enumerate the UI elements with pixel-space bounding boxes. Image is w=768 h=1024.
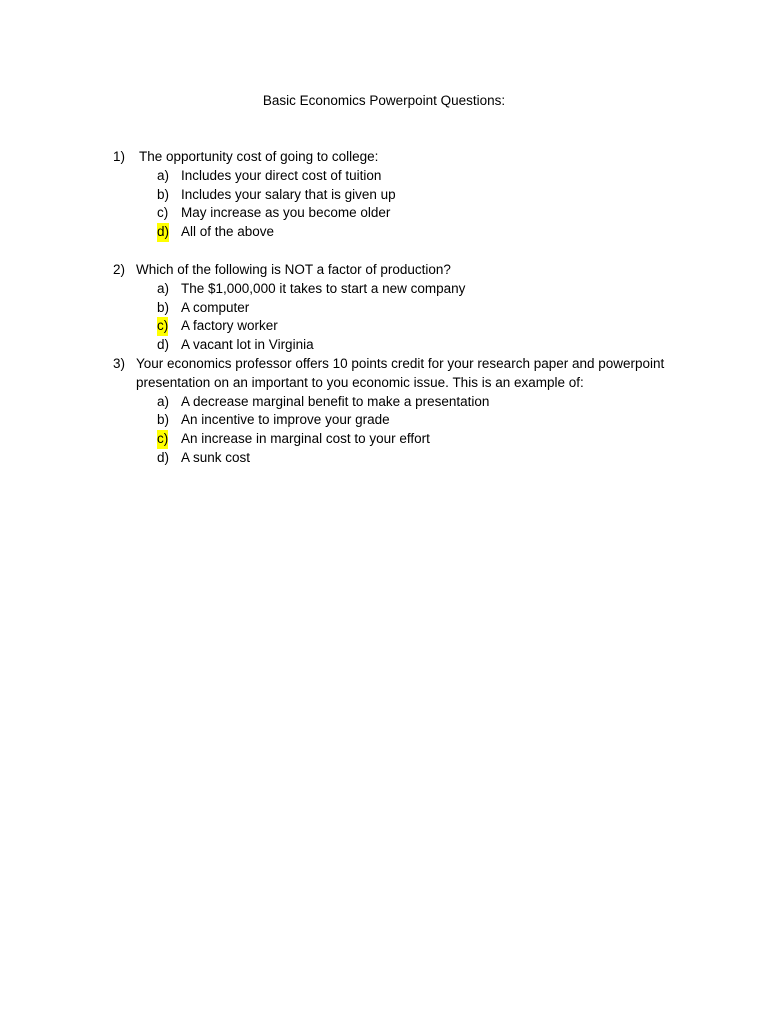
answer-option	[0, 393, 768, 412]
option-letter: a)	[157, 393, 170, 409]
option-letter: a)	[157, 280, 170, 296]
question-text: The opportunity cost of going to college:	[139, 149, 379, 164]
option-letter: d)	[157, 449, 170, 465]
option-text: Includes your salary that is given up	[181, 186, 396, 202]
answer-option	[0, 411, 768, 430]
question-number: 2)	[113, 262, 126, 277]
question-text: Which of the following is NOT a factor of production?	[136, 262, 451, 277]
question-3	[0, 355, 768, 468]
question-line	[0, 355, 768, 374]
option-text: A decrease marginal benefit to make a presentation	[181, 393, 490, 409]
question-1	[0, 148, 768, 242]
option-text: An incentive to improve your grade	[181, 412, 390, 428]
option-letter-highlighted: c)	[157, 317, 168, 336]
option-text: May increase as you become older	[181, 205, 391, 221]
question-2	[0, 261, 768, 355]
answer-option	[0, 223, 768, 242]
answer-option	[0, 280, 768, 299]
option-text: A vacant lot in Virginia	[181, 337, 314, 353]
question-line	[0, 261, 768, 280]
question-number: 3)	[113, 356, 126, 371]
option-text: A computer	[181, 299, 250, 315]
answer-option	[0, 449, 768, 468]
option-text: A sunk cost	[181, 449, 251, 465]
option-text: All of the above	[181, 224, 275, 240]
option-letter: c)	[157, 205, 169, 221]
page-title: Basic Economics Powerpoint Questions:	[262, 93, 506, 108]
option-text: Includes your direct cost of tuition	[181, 167, 382, 183]
answer-option	[0, 204, 768, 223]
answer-option	[0, 430, 768, 449]
question-text: Your economics professor offers 10 points credit for your research paper and powerpoint	[136, 356, 665, 371]
answer-option	[0, 167, 768, 186]
option-text: A factory worker	[181, 318, 278, 334]
question-text-continued: presentation on an important to you economic issue. This is an example of:	[136, 374, 584, 390]
option-text: The $1,000,000 it takes to start a new company	[181, 280, 466, 296]
answer-option	[0, 186, 768, 205]
answer-option	[0, 317, 768, 336]
option-text: An increase in marginal cost to your effort	[181, 431, 430, 447]
option-letter: a)	[157, 167, 170, 183]
option-letter-highlighted: d)	[157, 223, 169, 242]
answer-option	[0, 299, 768, 318]
option-letter: b)	[157, 299, 170, 315]
question-number: 1)	[113, 149, 126, 164]
option-letter: d)	[157, 337, 170, 353]
question-line	[0, 374, 768, 393]
question-line	[0, 148, 768, 167]
option-letter: b)	[157, 186, 170, 202]
option-letter-highlighted: c)	[157, 430, 168, 449]
option-letter: b)	[157, 412, 170, 428]
answer-option	[0, 336, 768, 355]
